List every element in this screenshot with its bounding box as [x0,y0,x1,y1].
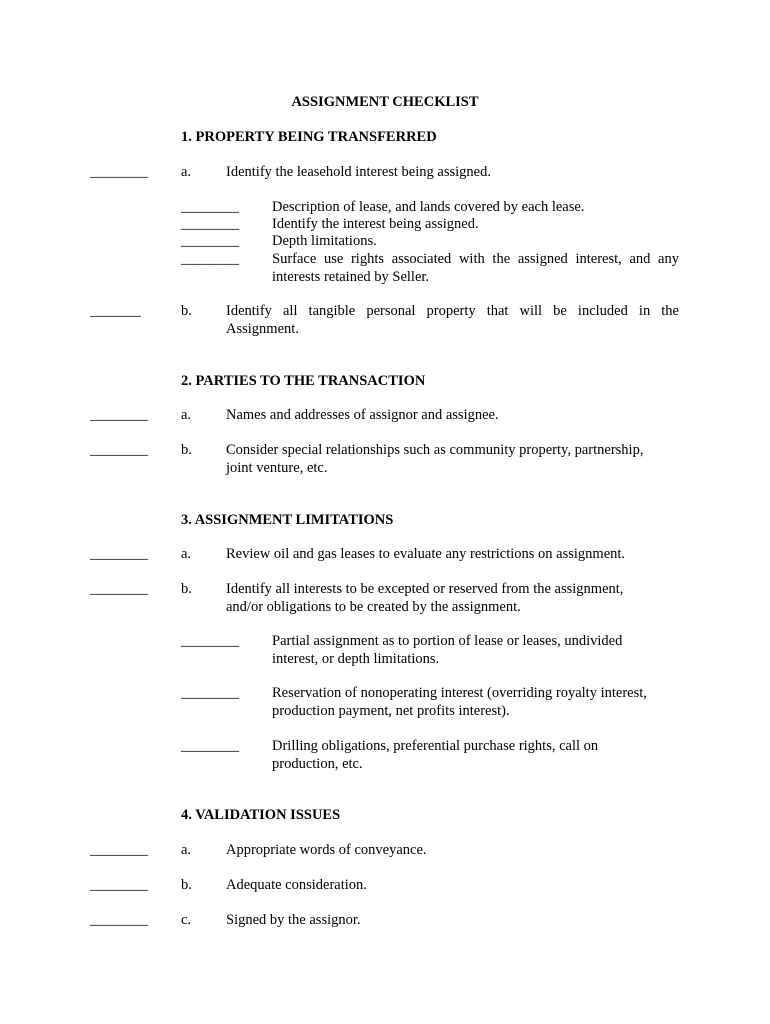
section-heading-2: 2. PARTIES TO THE TRANSACTION [181,373,426,389]
item-text-1b: Identify all tangible personal property that will be included in the Assignment. [226,303,679,337]
checkbox-blank-4a[interactable]: ________ [90,842,148,858]
item-text-1a: Identify the leasehold interest being assigned. [226,164,491,180]
item-text-3b: Identify all interests to be excepted or reserved from the assignment, and/or obligations to be created by the assignment. [226,581,624,615]
checkbox-blank-3b[interactable]: ________ [90,581,148,597]
checkbox-blank-4c[interactable]: ________ [90,912,148,928]
section-heading-4: 4. VALIDATION ISSUES [181,807,341,823]
section-heading-3: 3. ASSIGNMENT LIMITATIONS [181,512,394,528]
item-text-4b: Adequate consideration. [226,877,367,893]
item-letter-2b: b. [181,442,192,458]
item-letter-1a: a. [181,164,192,180]
subitem-text-3b-iii: Drilling obligations, preferential purchase rights, call on production, etc. [272,738,599,772]
checkbox-blank-1a[interactable]: ________ [90,164,148,180]
item-text-2a: Names and addresses of assignor and assignee. [226,407,499,423]
checkbox-blank-4b[interactable]: ________ [90,877,148,893]
checkbox-blank-1a-iv[interactable]: ________ [181,251,239,267]
checkbox-blank-2a[interactable]: ________ [90,407,148,423]
document-title: ASSIGNMENT CHECKLIST [291,94,479,110]
checkbox-blank-1a-ii[interactable]: ________ [181,216,239,232]
item-letter-3b: b. [181,581,192,597]
subitem-text-1a-iii: Depth limitations. [272,233,377,249]
subitem-text-1a-ii: Identify the interest being assigned. [272,216,479,232]
checkbox-blank-1a-i[interactable]: ________ [181,199,239,215]
subitem-text-1a-i: Description of lease, and lands covered by each lease. [272,199,585,215]
item-text-4c: Signed by the assignor. [226,912,361,928]
checkbox-blank-3b-ii[interactable]: ________ [181,685,239,701]
checkbox-blank-3b-i[interactable]: ________ [181,633,239,649]
item-letter-1b: b. [181,303,192,319]
checkbox-blank-1b[interactable]: _______ [90,303,141,319]
checkbox-blank-3a[interactable]: ________ [90,546,148,562]
subitem-text-3b-ii: Reservation of nonoperating interest (overriding royalty interest, production payment, net profits interest). [272,685,647,719]
checkbox-blank-3b-iii[interactable]: ________ [181,738,239,754]
checkbox-blank-2b[interactable]: ________ [90,442,148,458]
item-letter-2a: a. [181,407,192,423]
checkbox-blank-1a-iii[interactable]: ________ [181,233,239,249]
item-text-2b: Consider special relationships such as community property, partnership, joint venture, etc. [226,442,644,476]
item-text-3a: Review oil and gas leases to evaluate any restrictions on assignment. [226,546,626,562]
item-letter-4c: c. [181,912,192,928]
subitem-text-3b-i: Partial assignment as to portion of lease or leases, undivided interest, or depth limitations. [272,633,623,667]
item-letter-4a: a. [181,842,192,858]
item-text-4a: Appropriate words of conveyance. [226,842,427,858]
item-letter-4b: b. [181,877,192,893]
item-letter-3a: a. [181,546,192,562]
subitem-text-1a-iv: Surface use rights associated with the assigned interest, and any interests retained by Seller. [272,251,679,285]
section-heading-1: 1. PROPERTY BEING TRANSFERRED [181,129,437,145]
